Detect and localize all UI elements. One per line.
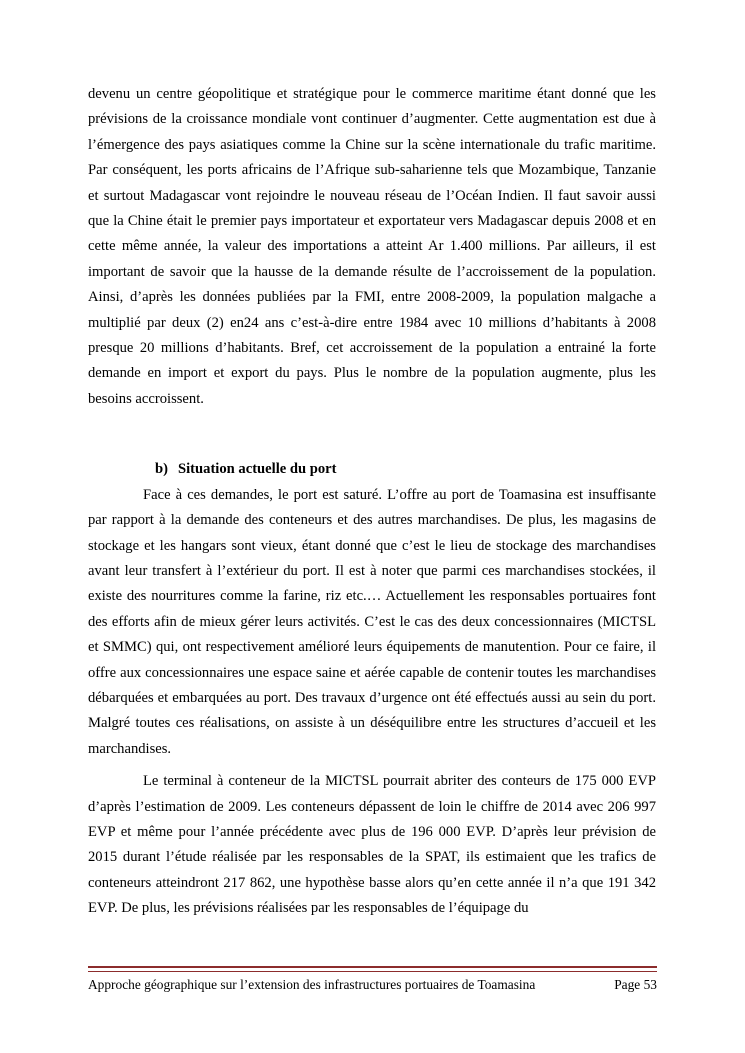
body-text <box>88 82 656 922</box>
section-heading <box>88 457 656 482</box>
paragraph-container-terminal: Le terminal à conteneur de la MICTSL pourrait abriter des conteurs de 175 000 EVP d’après l’estimation de 2009. Les conteneurs dépassent de loin le chiffre de 2014 avec 206 997 EVP et même pour l’année précédente avec plus de 196 000 EVP. D’après leur prévision de 2015 durant l’étude réalisée par les responsables de la SPAT, ils estimaient que les trafics de conteneurs atteindront 217 862, une hypothèse basse alors qu’en cette année il n’a que 191 342 EVP. De plus, les prévisions réalisées par les responsables de l’équipage du <box>88 773 656 917</box>
section-heading-title: Situation actuelle du port <box>178 461 337 478</box>
footer-divider-thick <box>88 966 657 968</box>
footer-divider-thin <box>88 971 657 972</box>
page-number: Page 53 <box>614 977 657 992</box>
page-footer <box>88 976 657 994</box>
paragraph-port-situation: Face à ces demandes, le port est saturé. L’offre au port de Toamasina est insuffisante par rapport à la demande des conteneurs et des autres marchandises. De plus, les magasins de stockage et les hangars sont vieux, étant donné que c’est le lieu de stockage des marchandises avant leur transfert à l’extérieur du port. Il est à noter que parmi ces marchandises stockées, il existe des nourritures comme la farine, riz etc.… Actuellement les responsables portuaires font des efforts afin de mieux gérer leurs activités. C’est le cas des deux concessionnaires (MICTSL et SMMC) qui, ont respectivement amélioré leurs équipements de manutention. Pour ce faire, il offre aux concessionnaires une espace saine et aérée capable de contenir toutes les marchandises débarquées et embarquées au port. Des travaux d’urgence ont été effectués aussi au sein du port. Malgré toutes ces réalisations, on assiste à un déséquilibre entre les structures d’accueil et les marchandises. <box>88 486 656 757</box>
section-spacer <box>88 412 656 457</box>
footer-title: Approche géographique sur l’extension des infrastructures portuaires de Toamasina <box>88 977 536 992</box>
paragraph-intro: devenu un centre géopolitique et stratégique pour le commerce maritime étant donné que les prévisions de la croissance mondiale vont continuer d’augmenter. Cette augmentation est due à l’émergence des pays asiatiques comme la Chine sur la scène internationale du trafic maritime. Par conséquent, les ports africains de l’Afrique sub-saharienne tels que Mozambique, Tanzanie et surtout Madagascar vont rejoindre le nouveau réseau de l’Océan Indien. Il faut savoir aussi que la Chine était le premier pays importateur et exportateur vers Madagascar depuis 2008 et en cette même année, la valeur des importations a atteint Ar 1.400 millions. Par ailleurs, il est important de savoir que la hausse de la demande résulte de l’accroissement de la population. Ainsi, d’après les données publiées par la FMI, entre 2008-2009, la population malgache a multiplié par deux (2) en24 ans c’est-à-dire entre 1984 avec 10 millions d’habitants à 2008 presque 20 millions d’habitants. Bref, cet accroissement de la population a entrainé la forte demande en import et export du pays. Plus le nombre de la population augmente, plus les besoins accroissent. <box>88 86 656 407</box>
paragraph-spacer <box>88 762 656 769</box>
section-heading-marker: b) <box>155 461 168 478</box>
